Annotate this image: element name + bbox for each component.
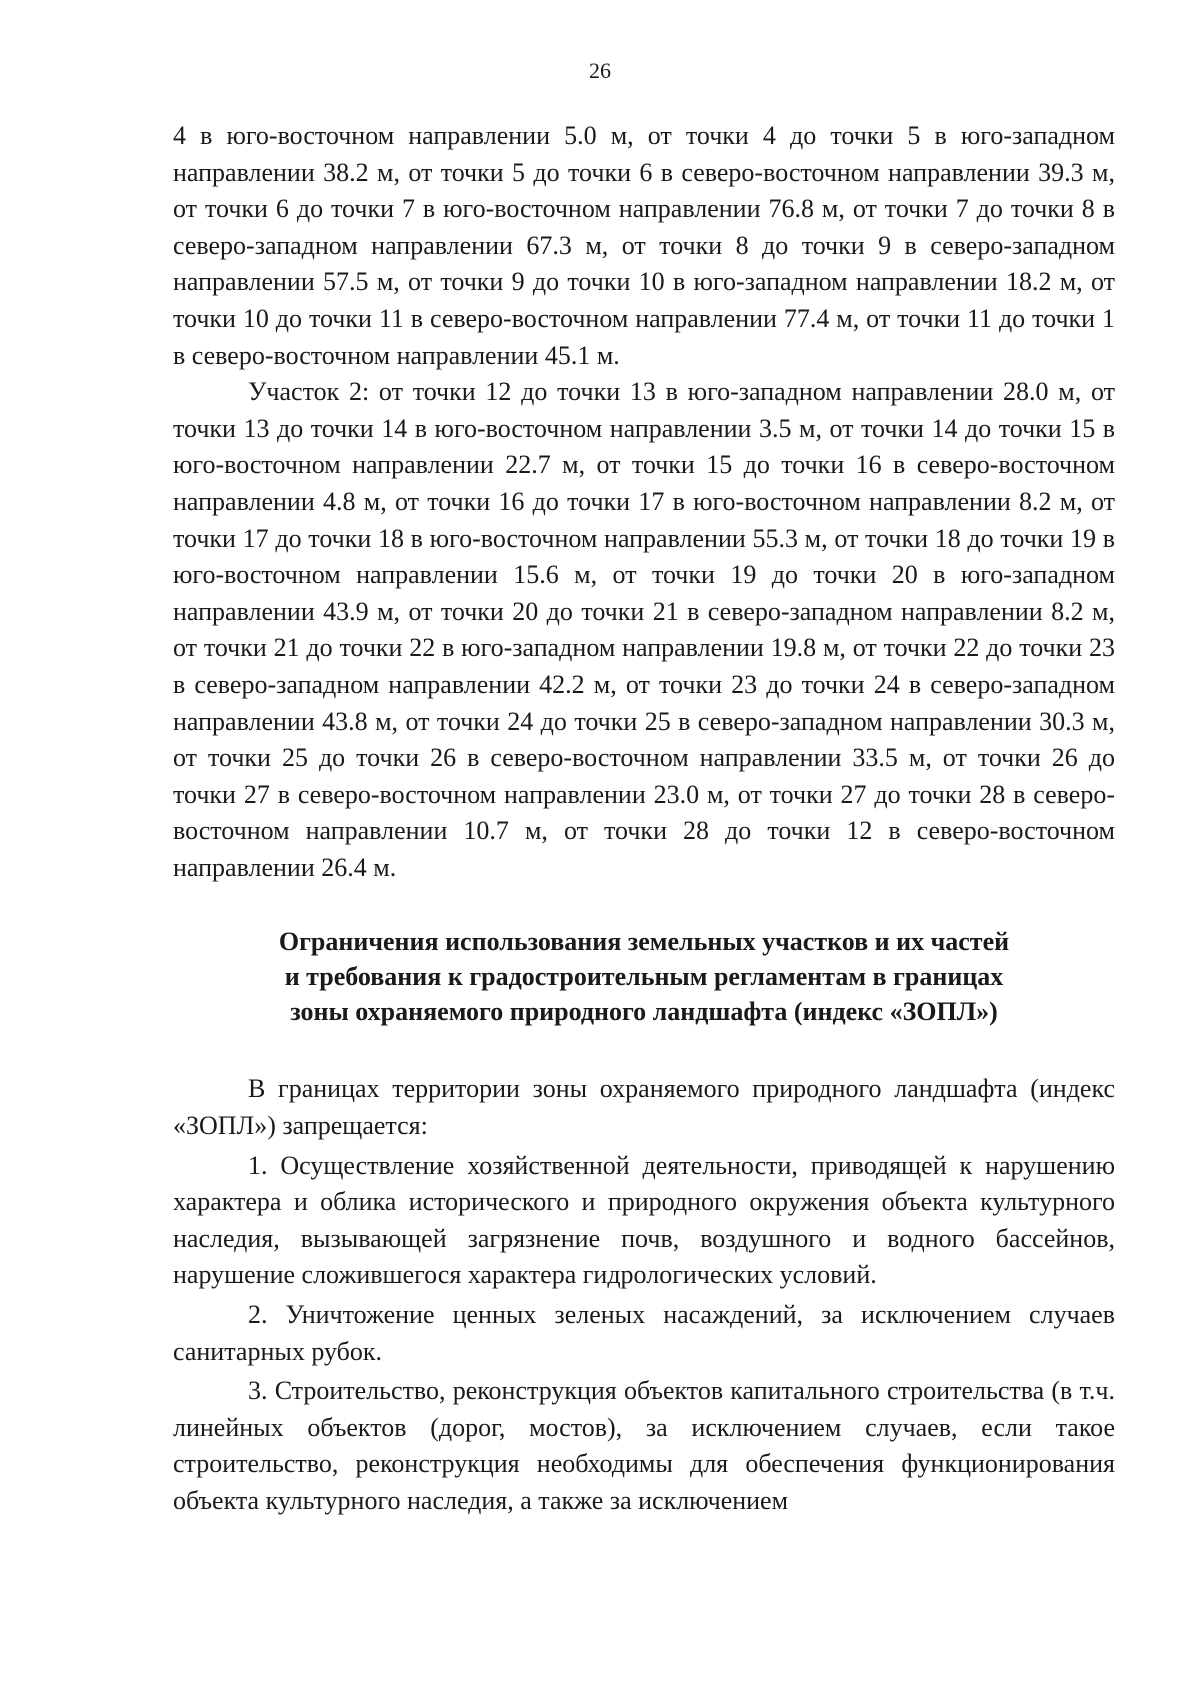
paragraph-plot-2: Участок 2: от точки 12 до точки 13 в юго-западном направлении 28.0 м, от точки 13 до точки 14 в юго-восточном направлении 3.5 м, от точки 14 до точки 15 в юго-восточном направлении 22.7 м, от точки 15 до точки 16 в северо-восточном направлении 4.8 м, от точки 16 до точки 17 в юго-восточном направлении 8.2 м, от точки 17 до точки 18 в юго-восточном направлении 55.3 м, от точки 18 до точки 19 в юго-восточном направлении 15.6 м, от точки 19 до точки 20 в юго-западном направлении 43.9 м, от точки 20 до точки 21 в северо-западном направлении 8.2 м, от точки 21 до точки 22 в юго-западном направлении 19.8 м, от точки 22 до точки 23 в северо-западном направлении 42.2 м, от точки 23 до точки 24 в северо-западном направлении 43.8 м, от точки 24 до точки 25 в северо-западном направлении 30.3 м, от точки 25 до точки 26 в северо-восточном направлении 33.5 м, от точки 26 до точки 27 в северо-восточном направлении 23.0 м, от точки 27 до точки 28 в северо-восточном направлении 10.7 м, от точки 28 до точки 12 в северо-восточном направлении 26.4 м. <box>173 377 1115 882</box>
heading-line-1: Ограничения использования земельных участков и их частей <box>278 927 1010 957</box>
paragraph-intro: В границах территории зоны охраняемого природного ландшафта (индекс «ЗОПЛ») запрещается: <box>173 1074 1115 1141</box>
section-heading <box>173 924 1115 1029</box>
list-item-1: 1. Осуществление хозяйственной деятельности, приводящей к нарушению характера и облика исторического и природного окружения объекта культурного наследия, вызывающей загрязнение почв, воздушного и водного бассейнов, нарушение сложившегося характера гидрологических условий. <box>173 1150 1115 1290</box>
heading-line-3: зоны охраняемого природного ландшафта (индекс «ЗОПЛ») <box>290 997 998 1027</box>
paragraph-boundary-continuation: 4 в юго-восточном направлении 5.0 м, от точки 4 до точки 5 в юго-западном направлении 38.2 м, от точки 5 до точки 6 в северо-восточном направлении 39.3 м, от точки 6 до точки 7 в юго-восточном направлении 76.8 м, от точки 7 до точки 8 в северо-западном направлении 67.3 м, от точки 8 до точки 9 в северо-западном направлении 57.5 м, от точки 9 до точки 10 в юго-западном направлении 18.2 м, от точки 10 до точки 11 в северо-восточном направлении 77.4 м, от точки 11 до точки 1 в северо-восточном направлении 45.1 м. <box>173 121 1115 370</box>
page-number: 26 <box>589 58 611 83</box>
list-item-2: 2. Уничтожение ценных зеленых насаждений, за исключением случаев санитарных рубок. <box>173 1300 1115 1366</box>
document-body <box>173 118 1115 1520</box>
list-item-3: 3. Строительство, реконструкция объектов капитального строительства (в т.ч. линейных объектов (дорог, мостов), за исключением случаев, если такое строительство, реконструкция необходимы для обеспечения функционирования объекта культурного наследия, а также за исключением <box>173 1376 1115 1515</box>
heading-line-2: и требования к градостроительным регламентам в границах <box>284 962 1004 992</box>
